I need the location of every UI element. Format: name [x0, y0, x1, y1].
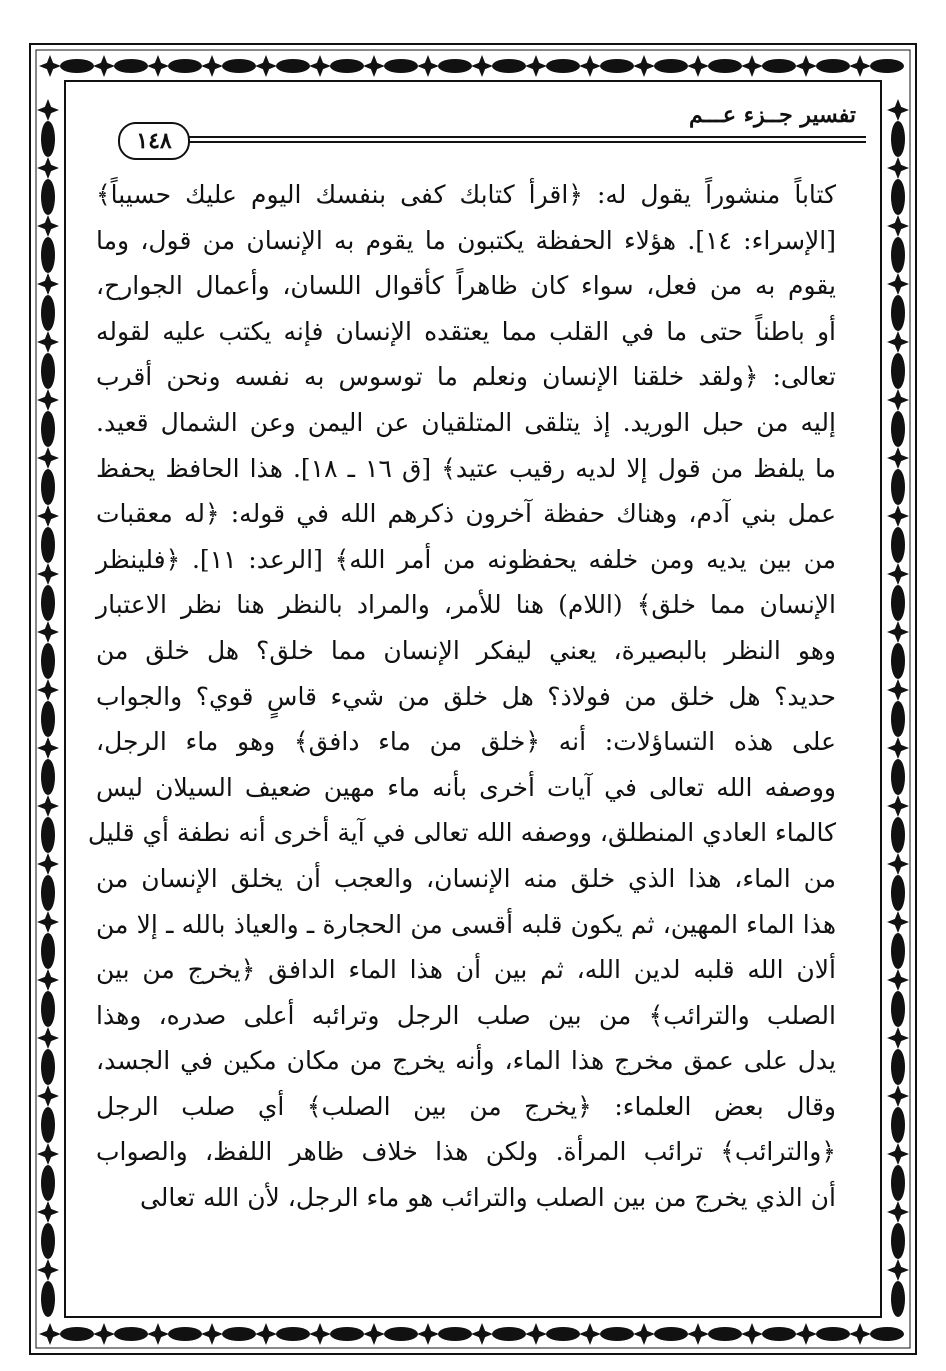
lens-ornament [891, 585, 905, 621]
lens-ornament [41, 701, 55, 737]
star-ornament [93, 55, 115, 77]
lens-ornament [41, 1165, 55, 1201]
lens-ornament [41, 527, 55, 563]
star-ornament [887, 911, 909, 933]
star-ornament [37, 447, 59, 469]
header-rule-double [180, 141, 866, 143]
star-ornament [887, 505, 909, 527]
star-ornament [37, 1027, 59, 1049]
star-ornament [37, 1085, 59, 1107]
text-line: يقوم به من فعل، سواء كان ظاهراً كأقوال اللسان، وأعمال الجوارح، [96, 271, 836, 301]
text-line: إليه من حبل الوريد. إذ يتلقى المتلقيان عن اليمن وعن الشمال قعيد. [96, 407, 836, 437]
text-line: تعالى: ﴿ولقد خلقنا الإنسان ونعلم ما توسوس به نفسه ونحن أقرب [96, 362, 836, 392]
star-ornament [887, 157, 909, 179]
star-ornament [887, 795, 909, 817]
lens-ornament [870, 1327, 904, 1341]
lens-ornament [41, 759, 55, 795]
text-line: وقال بعض العلماء: ﴿يخرج من بين الصلب﴾ أي صلب الرجل [96, 1091, 836, 1121]
lens-ornament [222, 1327, 256, 1341]
lens-ornament [891, 295, 905, 331]
lens-ornament [384, 1327, 418, 1341]
lens-ornament [438, 59, 472, 73]
star-ornament [37, 911, 59, 933]
text-line: وهو النظر بالبصيرة، يعني ليفكر الإنسان مما خلق؟ هل خلق من [96, 635, 836, 665]
lens-ornament [816, 1327, 850, 1341]
lens-ornament [60, 1327, 94, 1341]
lens-ornament [891, 121, 905, 157]
star-ornament [887, 737, 909, 759]
lens-ornament [41, 643, 55, 679]
lens-ornament [41, 295, 55, 331]
lens-ornament [330, 59, 364, 73]
lens-ornament [891, 817, 905, 853]
lens-ornament [41, 1223, 55, 1259]
star-ornament [887, 1201, 909, 1223]
lens-ornament [708, 1327, 742, 1341]
lens-ornament [41, 353, 55, 389]
star-ornament [37, 563, 59, 585]
lens-ornament [891, 991, 905, 1027]
star-ornament [37, 389, 59, 411]
lens-ornament [60, 59, 94, 73]
star-ornament [37, 1143, 59, 1165]
header-rule [180, 136, 866, 138]
star-ornament [37, 1259, 59, 1281]
star-ornament [633, 55, 655, 77]
star-ornament [147, 55, 169, 77]
star-ornament [849, 55, 871, 77]
text-line: أو باطناً حتى ما في القلب مما يعتقده الإنسان فإنه يكتب عليه لقوله [96, 316, 836, 346]
star-ornament [201, 1323, 223, 1345]
text-line: من بين يديه ومن خلفه يحفظونه من أمر الله﴾ [الرعد: ١١]. ﴿فلينظر [96, 544, 837, 574]
text-line: ﴿والترائب﴾ ترائب المرأة. ولكن هذا خلاف ظاهر اللفظ، والصواب [96, 1137, 836, 1167]
star-ornament [309, 55, 331, 77]
text-line: [الإسراء: ١٤]. هؤلاء الحفظة يكتبون ما يقوم به الإنسان من قول، وما [96, 225, 836, 255]
star-ornament [417, 1323, 439, 1345]
text-line: الصلب والترائب﴾ من بين صلب الرجل وترائبه أعلى صدره، وهذا [96, 1000, 836, 1030]
lens-ornament [114, 1327, 148, 1341]
text-line: عمل بني آدم، وهناك حفظة آخرون ذكرهم الله في قوله: ﴿له معقبات [96, 499, 836, 529]
lens-ornament [891, 1049, 905, 1085]
text-line: ووصفه الله تعالى في آيات أخرى بأنه ماء مهين ضعيف السيلان ليس [96, 772, 836, 802]
star-ornament [363, 55, 385, 77]
lens-ornament [546, 1327, 580, 1341]
star-ornament [37, 1201, 59, 1223]
text-line: هذا الماء المهين، ثم يكون قلبه أقسى من الحجارة ـ والعياذ بالله ـ إلا من [96, 909, 836, 939]
lens-ornament [41, 991, 55, 1027]
star-ornament [37, 737, 59, 759]
star-ornament [887, 1027, 909, 1049]
text-line: كالماء العادي المنطلق، ووصفه الله تعالى في آية أخرى أنه نطفة أي قليل [87, 818, 836, 848]
star-ornament [37, 853, 59, 875]
star-ornament [633, 1323, 655, 1345]
lens-ornament [41, 585, 55, 621]
lens-ornament [891, 353, 905, 389]
star-ornament [39, 1323, 61, 1345]
lens-ornament [438, 1327, 472, 1341]
text-line: ما يلفظ من قول إلا لديه رقيب عتيد﴾ [ق ١٦ ـ ١٨]. هذا الحافظ يحفظ [96, 453, 836, 483]
text-line: كتاباً منشوراً يقول له: ﴿اقرأ كتابك كفى بنفسك اليوم عليك حسيباً﴾ [96, 180, 836, 209]
star-ornament [887, 679, 909, 701]
star-ornament [687, 55, 709, 77]
text-line: من الماء، هذا الذي خلق منه الإنسان، والعجب أن يخلق الإنسان من [96, 863, 836, 893]
star-ornament [579, 55, 601, 77]
star-ornament [887, 853, 909, 875]
text-line: يدل على عمق مخرج هذا الماء، وأنه يخرج من مكان مكين في الجسد، [96, 1046, 836, 1076]
lens-ornament [891, 1223, 905, 1259]
lens-ornament [492, 59, 526, 73]
star-ornament [255, 55, 277, 77]
star-ornament [37, 795, 59, 817]
star-ornament [37, 969, 59, 991]
lens-ornament [654, 1327, 688, 1341]
lens-ornament [276, 59, 310, 73]
star-ornament [687, 1323, 709, 1345]
lens-ornament [168, 59, 202, 73]
star-ornament [363, 1323, 385, 1345]
lens-ornament [891, 1281, 905, 1317]
lens-ornament [276, 1327, 310, 1341]
star-ornament [887, 331, 909, 353]
star-ornament [147, 1323, 169, 1345]
star-ornament [741, 1323, 763, 1345]
star-ornament [201, 55, 223, 77]
star-ornament [525, 1323, 547, 1345]
lens-ornament [891, 759, 905, 795]
star-ornament [849, 1323, 871, 1345]
lens-ornament [816, 59, 850, 73]
lens-ornament [41, 121, 55, 157]
star-ornament [887, 621, 909, 643]
lens-ornament [41, 1281, 55, 1317]
text-line: الإنسان مما خلق﴾ (اللام) هنا للأمر، والمراد بالنظر هنا نظر الاعتبار [96, 590, 836, 620]
star-ornament [795, 55, 817, 77]
lens-ornament [708, 59, 742, 73]
star-ornament [37, 505, 59, 527]
text-line: على هذه التساؤلات: أنه ﴿خلق من ماء دافق﴾ وهو ماء الرجل، [96, 727, 836, 757]
star-ornament [417, 55, 439, 77]
star-ornament [887, 1259, 909, 1281]
star-ornament [579, 1323, 601, 1345]
lens-ornament [330, 1327, 364, 1341]
star-ornament [887, 273, 909, 295]
lens-ornament [41, 1049, 55, 1085]
star-ornament [93, 1323, 115, 1345]
star-ornament [887, 447, 909, 469]
lens-ornament [891, 527, 905, 563]
star-ornament [795, 1323, 817, 1345]
lens-ornament [41, 469, 55, 505]
lens-ornament [41, 1107, 55, 1143]
star-ornament [37, 331, 59, 353]
star-ornament [37, 99, 59, 121]
star-ornament [887, 563, 909, 585]
lens-ornament [41, 817, 55, 853]
star-ornament [37, 621, 59, 643]
star-ornament [37, 273, 59, 295]
lens-ornament [654, 59, 688, 73]
star-ornament [37, 679, 59, 701]
lens-ornament [891, 1165, 905, 1201]
lens-ornament [546, 59, 580, 73]
lens-ornament [41, 237, 55, 273]
star-ornament [37, 157, 59, 179]
page-number: ١٤٨ [118, 122, 190, 160]
text-line: أن الذي يخرج من بين الصلب والترائب هو ماء الرجل، لأن الله تعالى [139, 1183, 836, 1213]
lens-ornament [891, 469, 905, 505]
lens-ornament [492, 1327, 526, 1341]
star-ornament [887, 1085, 909, 1107]
star-ornament [887, 99, 909, 121]
star-ornament [471, 55, 493, 77]
lens-ornament [168, 1327, 202, 1341]
lens-ornament [222, 59, 256, 73]
text-line: ألان الله قلبه لدين الله، ثم بين أن هذا الماء الدافق ﴿يخرج من بين [96, 955, 836, 985]
lens-ornament [384, 59, 418, 73]
lens-ornament [891, 411, 905, 447]
star-ornament [887, 389, 909, 411]
lens-ornament [41, 179, 55, 215]
page-header [80, 96, 866, 154]
lens-ornament [891, 933, 905, 969]
lens-ornament [870, 59, 904, 73]
lens-ornament [41, 933, 55, 969]
lens-ornament [891, 875, 905, 911]
star-ornament [255, 1323, 277, 1345]
body-text [87, 172, 837, 1221]
lens-ornament [114, 59, 148, 73]
lens-ornament [762, 1327, 796, 1341]
star-ornament [525, 55, 547, 77]
lens-ornament [762, 59, 796, 73]
lens-ornament [41, 875, 55, 911]
text-line: حديد؟ هل خلق من فولاذ؟ هل خلق من شيء قاسٍ قوي؟ والجواب [96, 681, 836, 711]
star-ornament [471, 1323, 493, 1345]
lens-ornament [600, 59, 634, 73]
star-ornament [309, 1323, 331, 1345]
lens-ornament [891, 643, 905, 679]
star-ornament [741, 55, 763, 77]
lens-ornament [891, 179, 905, 215]
star-ornament [887, 1143, 909, 1165]
star-ornament [37, 215, 59, 237]
lens-ornament [891, 237, 905, 273]
lens-ornament [41, 411, 55, 447]
star-ornament [39, 55, 61, 77]
lens-ornament [600, 1327, 634, 1341]
star-ornament [887, 969, 909, 991]
lens-ornament [891, 701, 905, 737]
running-title: تفسير جــزء عـــم [688, 102, 856, 128]
lens-ornament [891, 1107, 905, 1143]
star-ornament [887, 215, 909, 237]
